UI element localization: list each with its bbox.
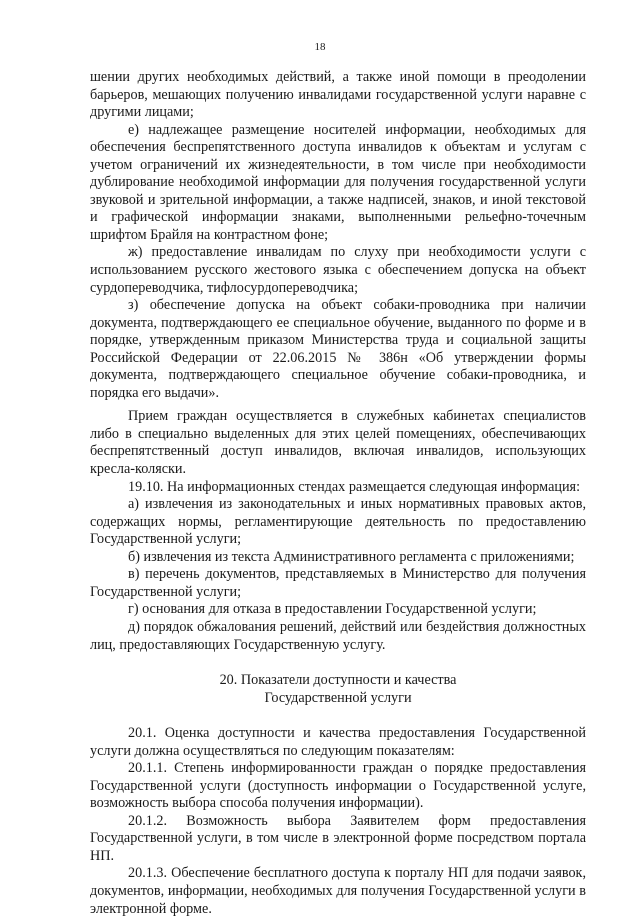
section-heading-line-1: 20. Показатели доступности и качества bbox=[219, 672, 457, 689]
paragraph-item-v: в) перечень документов, представляемых в Министерство для получения Государственной услуги; bbox=[90, 566, 586, 600]
paragraph-item-a: а) извлечения из законодательных и иных нормативных правовых актов, содержащих нормы, регламентирующие деятельность по предоставлению Государственной услуги; bbox=[90, 496, 586, 548]
paragraph-19-10: 19.10. На информационных стендах размещается следующая информация: bbox=[128, 478, 581, 495]
paragraph-item-e: е) надлежащее размещение носителей информации, необходимых для обеспечения беспрепятственного доступа инвалидов к объектам и услугам с учетом ограничений их жизнедеятельности, в том числе при необходимости дублирование необходимой информации для получения государственной услуги звуковой и зрительной информации, а также надписей, знаков, и иной текстовой и графической информации знаками, выполненными рельефно-точечным шрифтом Брайля на контрастном фоне; bbox=[90, 121, 586, 243]
section-heading-line-2: Государственной услуги bbox=[264, 689, 412, 706]
paragraph-20-1-1: 20.1.1. Степень информированности граждан о порядке предоставления Государственной услуги (доступность информации о Государственной услуге, возможность выбора способа получения информации). bbox=[90, 760, 586, 812]
paragraph-20-1: 20.1. Оценка доступности и качества предоставления Государственной услуги должна осуществляться по следующим показателям: bbox=[90, 725, 586, 759]
paragraph-reception: Прием граждан осуществляется в служебных кабинетах специалистов либо в специально выделенных для этих целей помещениях, обеспечивающих беспрепятственный доступ инвалидов, включая инвалидов, использующих кресла-коляски. bbox=[90, 408, 586, 478]
paragraph-item-d: д) порядок обжалования решений, действий или бездействия должностных лиц, предоставляющих Государственную услугу. bbox=[90, 618, 586, 653]
paragraph-20-1-3: 20.1.3. Обеспечение бесплатного доступа к порталу НП для подачи заявок, документов, информации, необходимых для получения Государственной услуги в электронной форме. bbox=[90, 865, 586, 917]
paragraph-item-b: б) извлечения из текста Административного регламента с приложениями; bbox=[128, 548, 575, 565]
page-number: 18 bbox=[314, 41, 326, 53]
paragraph-item-z: з) обеспечение допуска на объект собаки-проводника при наличии документа, подтверждающего ее специальное обучение, выданного по форме и в порядке, утвержденным приказом Министерства труда и социальной защиты Российской Федерации от 22.06.2015 № 386н «Об утверждении формы документа, подтверждающего специальное обучение собаки-проводника, и порядка его выдачи». bbox=[90, 297, 586, 401]
paragraph-20-1-2: 20.1.2. Возможность выбора Заявителем форм предоставления Государственной услуги, в том числе в электронной форме посредством портала НП. bbox=[90, 812, 586, 864]
paragraph-item-g: г) основания для отказа в предоставлении Государственной услуги; bbox=[128, 601, 537, 618]
paragraph-continuation: шении других необходимых действий, а также иной помощи в преодолении барьеров, мешающих получению инвалидами государственной услуги наравне с другими лицами; bbox=[90, 69, 586, 121]
section-heading-20 bbox=[90, 672, 586, 707]
document-body bbox=[90, 69, 586, 918]
paragraph-item-zh: ж) предоставление инвалидам по слуху при необходимости услуги с использованием русского жестового языка с обеспечением допуска на объект сурдопереводчика, тифлосурдопереводчика; bbox=[90, 244, 586, 296]
